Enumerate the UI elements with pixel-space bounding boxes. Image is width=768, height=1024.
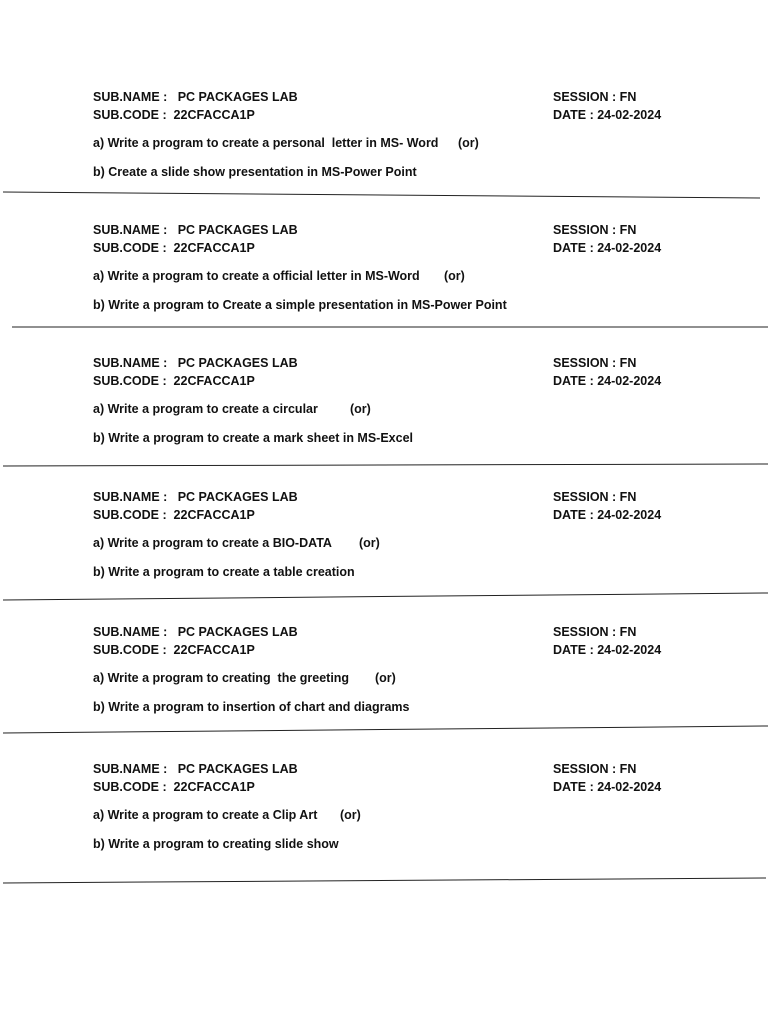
exam-date: DATE : 24-02-2024 bbox=[553, 780, 662, 794]
sub-code: SUB.CODE : 22CFACCA1P bbox=[93, 780, 255, 794]
question-b: b) Write a program to create a table creation bbox=[93, 565, 355, 579]
session: SESSION : FN bbox=[553, 762, 637, 776]
question-b: b) Create a slide show presentation in MS-Power Point bbox=[93, 165, 417, 179]
sub-name: SUB.NAME : PC PACKAGES LAB bbox=[93, 625, 298, 639]
sub-name: SUB.NAME : PC PACKAGES LAB bbox=[93, 356, 298, 370]
question-a: a) Write a program to create a circular bbox=[93, 402, 318, 416]
question-b: b) Write a program to insertion of chart and diagrams bbox=[93, 700, 410, 714]
question-a: a) Write a program to creating the greeting bbox=[93, 671, 350, 685]
question-slip-5 bbox=[0, 624, 768, 764]
sub-name: SUB.NAME : PC PACKAGES LAB bbox=[93, 90, 298, 104]
question-a: a) Write a program to create a official letter in MS-Word bbox=[93, 269, 420, 283]
question-b: b) Write a program to creating slide show bbox=[93, 837, 339, 851]
or-label: (or) bbox=[444, 269, 465, 283]
exam-date: DATE : 24-02-2024 bbox=[553, 374, 662, 388]
sub-code: SUB.CODE : 22CFACCA1P bbox=[93, 643, 255, 657]
sub-code: SUB.CODE : 22CFACCA1P bbox=[93, 374, 255, 388]
or-label: (or) bbox=[350, 402, 371, 416]
session: SESSION : FN bbox=[553, 356, 637, 370]
question-b: b) Write a program to Create a simple presentation in MS-Power Point bbox=[93, 298, 507, 312]
question-slip-1 bbox=[0, 89, 768, 229]
session: SESSION : FN bbox=[553, 223, 637, 237]
session: SESSION : FN bbox=[553, 490, 637, 504]
question-a: a) Write a program to create a Clip Art bbox=[93, 808, 318, 822]
exam-date: DATE : 24-02-2024 bbox=[553, 108, 662, 122]
sub-name: SUB.NAME : PC PACKAGES LAB bbox=[93, 490, 298, 504]
exam-date: DATE : 24-02-2024 bbox=[553, 643, 662, 657]
or-label: (or) bbox=[458, 136, 479, 150]
exam-date: DATE : 24-02-2024 bbox=[553, 241, 662, 255]
question-a: a) Write a program to create a BIO-DATA bbox=[93, 536, 332, 550]
or-label: (or) bbox=[340, 808, 361, 822]
question-slip-2 bbox=[0, 222, 768, 362]
sub-code: SUB.CODE : 22CFACCA1P bbox=[93, 508, 255, 522]
or-label: (or) bbox=[359, 536, 380, 550]
question-b: b) Write a program to create a mark sheet in MS-Excel bbox=[93, 431, 414, 445]
question-slip-6 bbox=[0, 761, 768, 901]
question-slip-4 bbox=[0, 489, 768, 629]
sub-code: SUB.CODE : 22CFACCA1P bbox=[93, 108, 255, 122]
session: SESSION : FN bbox=[553, 625, 637, 639]
session: SESSION : FN bbox=[553, 90, 637, 104]
question-a: a) Write a program to create a personal letter in MS- Word bbox=[93, 136, 439, 150]
or-label: (or) bbox=[375, 671, 396, 685]
sub-name: SUB.NAME : PC PACKAGES LAB bbox=[93, 223, 298, 237]
exam-date: DATE : 24-02-2024 bbox=[553, 508, 662, 522]
sub-code: SUB.CODE : 22CFACCA1P bbox=[93, 241, 255, 255]
question-slip-3 bbox=[0, 355, 768, 495]
sub-name: SUB.NAME : PC PACKAGES LAB bbox=[93, 762, 298, 776]
